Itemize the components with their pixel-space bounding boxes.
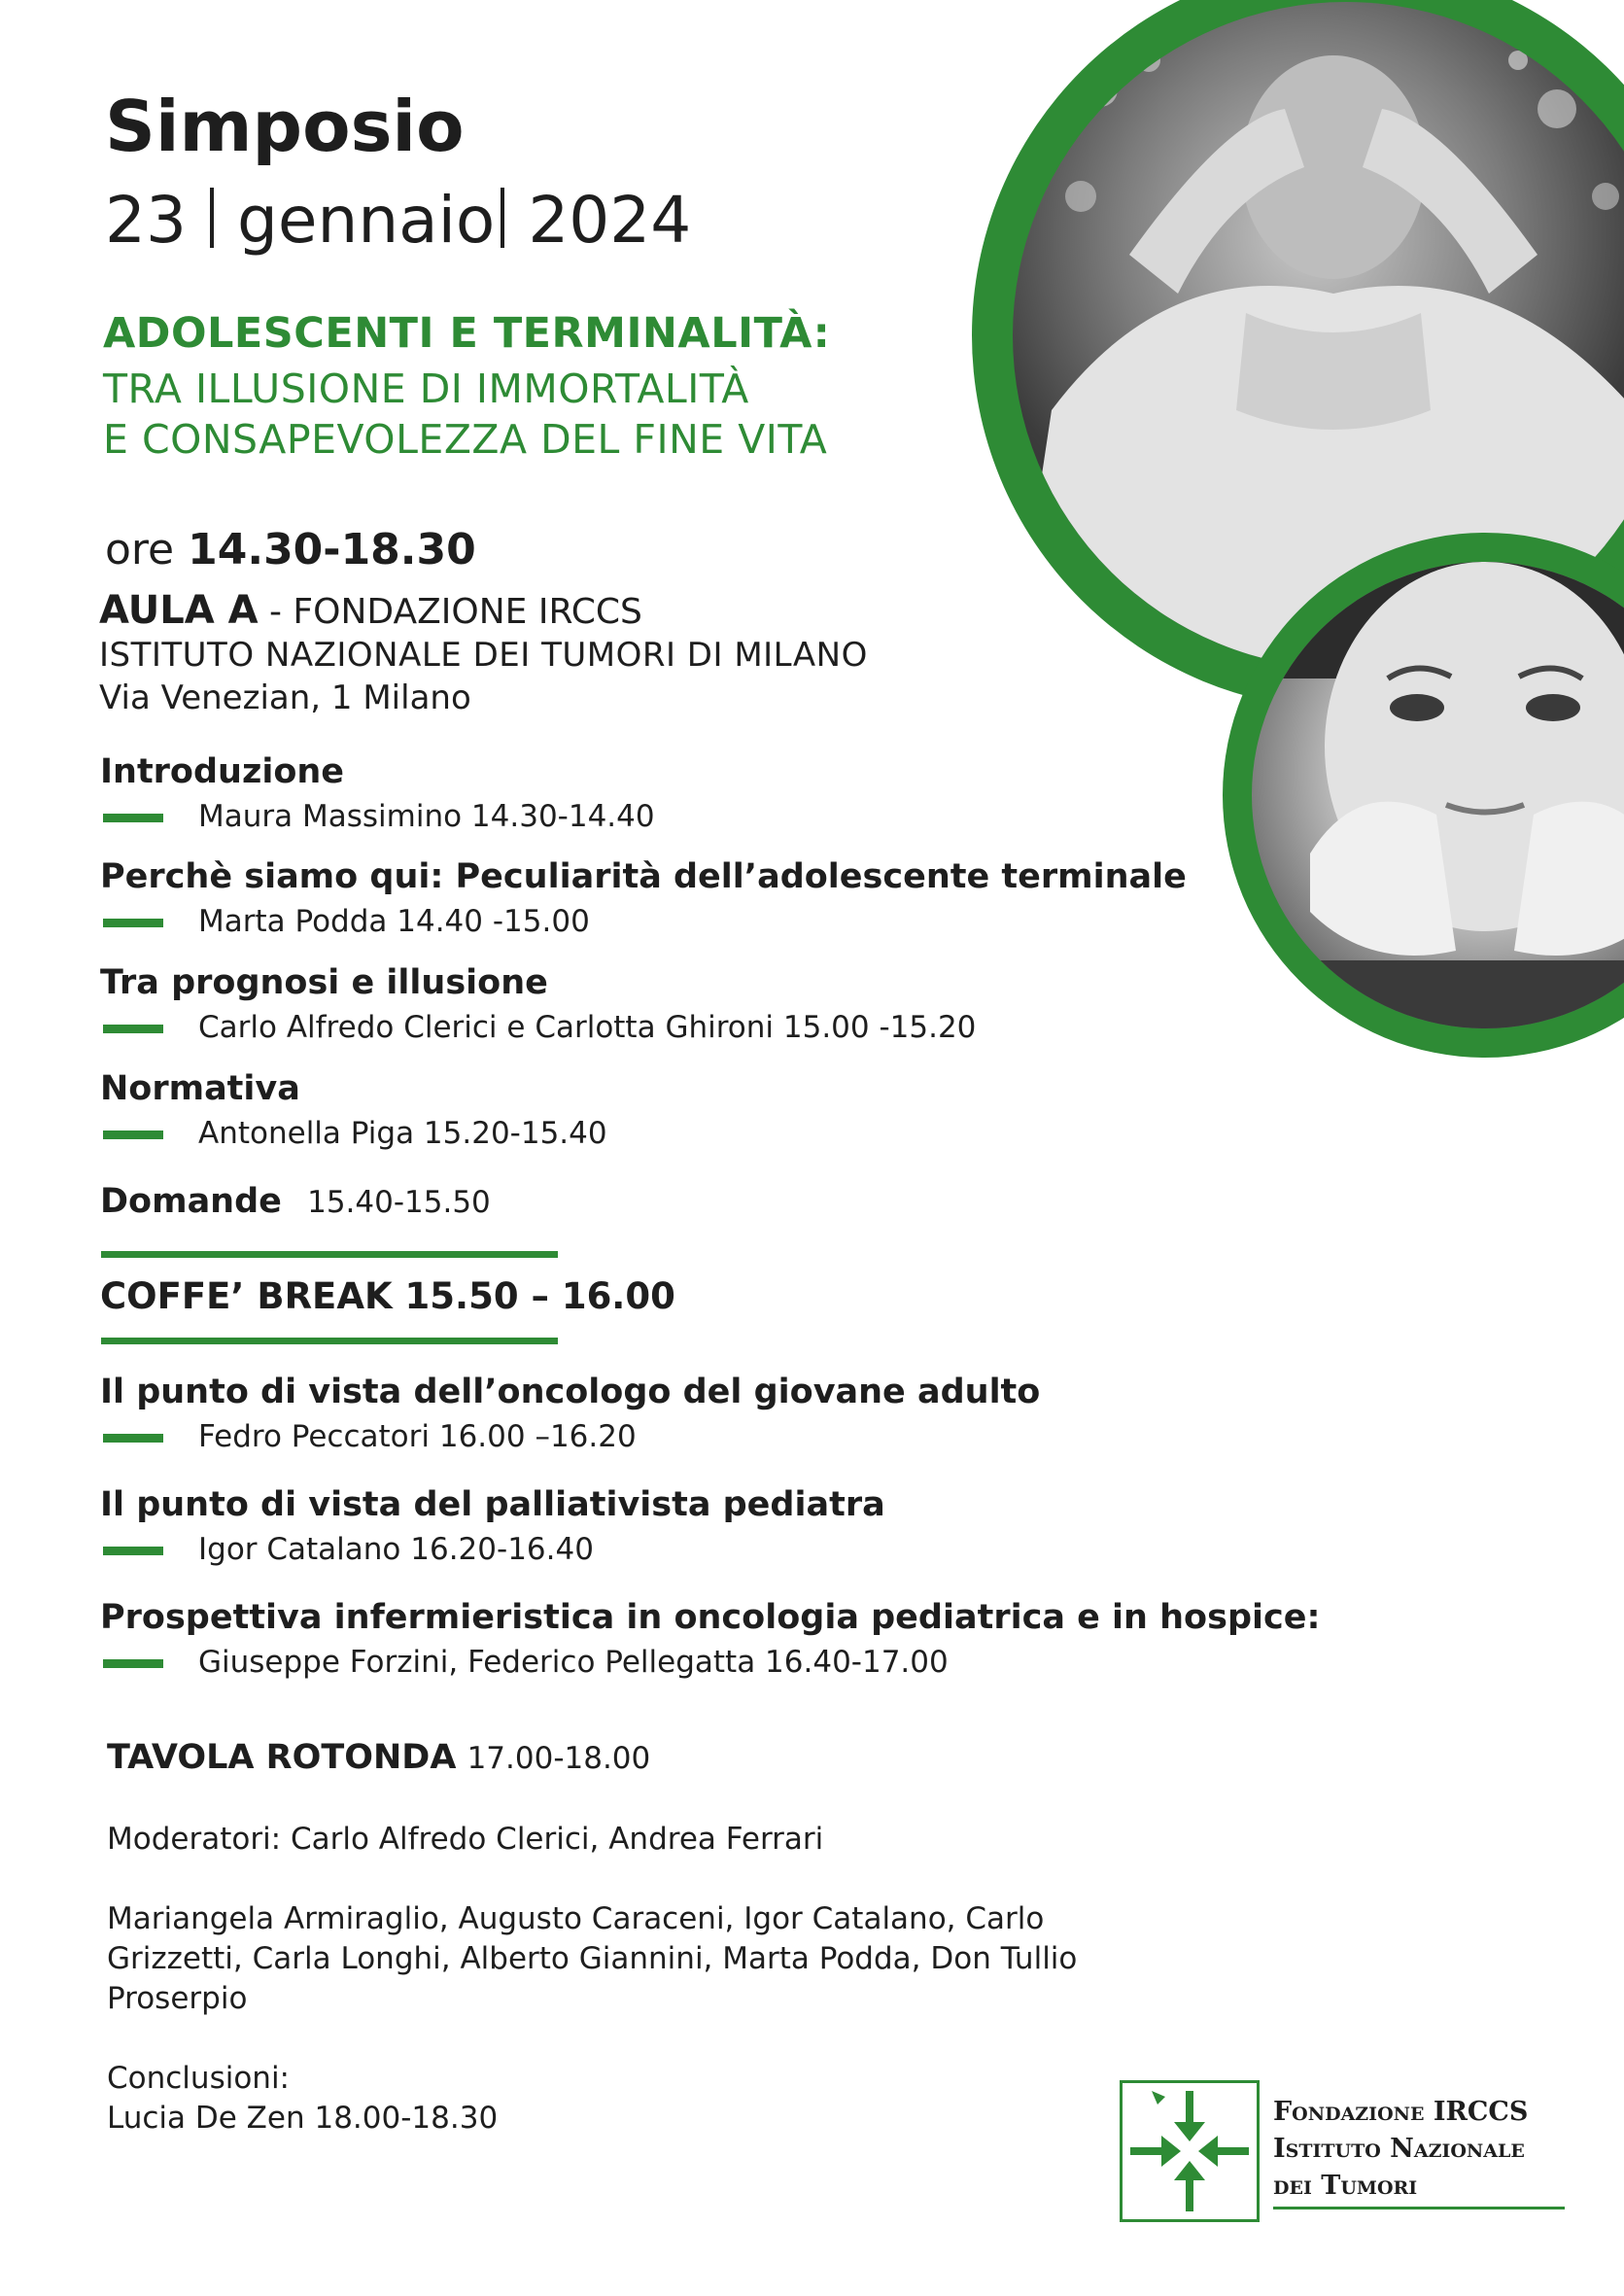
- institution-logo: [1120, 2080, 1567, 2220]
- conclusions-speaker: Lucia De Zen 18.00-18.30: [107, 2101, 499, 2136]
- program-item-title: Tra prognosi e illusione: [100, 963, 548, 1002]
- program-item-title: Normativa: [100, 1069, 300, 1108]
- questions-time: 15.40-15.50: [307, 1185, 491, 1220]
- event-type-title: Simposio: [105, 86, 465, 167]
- logo-line3: dei Tumori: [1273, 2171, 1418, 2201]
- program-item-speaker: Maura Massimino 14.30-14.40: [198, 799, 655, 834]
- portrait-photo-girl: [1252, 562, 1624, 1028]
- event-date: [105, 183, 691, 258]
- program-item-dash: [103, 1131, 163, 1139]
- topic-heading: ADOLESCENTI E TERMINALITÀ:: [103, 309, 831, 358]
- date-day: 23: [105, 183, 187, 258]
- program-item-speaker: Fedro Peccatori 16.00 –16.20: [198, 1419, 637, 1454]
- program-item-dash: [103, 1659, 163, 1668]
- round-table-participants-line1: Mariangela Armiraglio, Augusto Caraceni, Igor Catalano, Carlo: [107, 1901, 1045, 1936]
- logo-rule: [1273, 2207, 1565, 2209]
- program-item-dash: [103, 1434, 163, 1443]
- converging-arrows-icon: [1123, 2083, 1257, 2219]
- program-item-title: Perchè siamo qui: Peculiarità dell’adolescente terminale: [100, 857, 1187, 896]
- topic-subheading-line1: TRA ILLUSIONE DI IMMORTALITÀ: [103, 365, 749, 412]
- date-separator: [210, 188, 214, 248]
- program-item-dash: [103, 919, 163, 927]
- program-item-dash: [103, 814, 163, 822]
- program-item-title: Il punto di vista del palliativista pediatra: [100, 1485, 885, 1524]
- venue-line: [99, 588, 642, 633]
- portrait-photo-illustration: [1252, 562, 1624, 1028]
- program-item-dash: [103, 1025, 163, 1033]
- round-table-participants-line3: Proserpio: [107, 1981, 248, 2016]
- coffee-break-bottom-rule: [101, 1338, 558, 1344]
- date-month: gennaio: [236, 183, 496, 258]
- date-year: 2024: [528, 183, 692, 258]
- venue-institution: - FONDAZIONE IRCCS: [269, 592, 642, 632]
- round-table-heading: [107, 1738, 650, 1777]
- logo-line1: Fondazione IRCCS: [1273, 2097, 1529, 2127]
- program-item-speaker: Marta Podda 14.40 -15.00: [198, 904, 590, 939]
- conclusions-label: Conclusioni:: [107, 2061, 290, 2096]
- program-item-title: Il punto di vista dell’oncologo del giovane adulto: [100, 1373, 1041, 1411]
- time-range: 14.30-18.30: [188, 525, 476, 574]
- coffee-break: COFFE’ BREAK 15.50 – 16.00: [100, 1275, 675, 1317]
- logo-line2: Istituto Nazionale: [1273, 2134, 1525, 2164]
- program-item-speaker: Antonella Piga 15.20-15.40: [198, 1116, 607, 1151]
- round-table-time: 17.00-18.00: [466, 1741, 651, 1776]
- round-table-moderators: Moderatori: Carlo Alfredo Clerici, Andrea Ferrari: [107, 1822, 824, 1857]
- venue-room: AULA A: [99, 588, 259, 633]
- program-item-dash: [103, 1547, 163, 1555]
- program-item-title: Introduzione: [100, 752, 345, 791]
- venue-institution-name: ISTITUTO NAZIONALE DEI TUMORI DI MILANO: [99, 636, 868, 675]
- program-item-speaker: Carlo Alfredo Clerici e Carlotta Ghironi 15.00 -15.20: [198, 1010, 977, 1045]
- logo-wordmark: [1273, 2094, 1565, 2209]
- venue-address: Via Venezian, 1 Milano: [99, 678, 471, 717]
- program-item-speaker: Giuseppe Forzini, Federico Pellegatta 16.40-17.00: [198, 1645, 949, 1680]
- questions-label: Domande: [100, 1182, 282, 1221]
- topic-subheading-line2: E CONSAPEVOLEZZA DEL FINE VITA: [103, 416, 828, 463]
- event-time: [105, 525, 476, 574]
- program-item-title: Prospettiva infermieristica in oncologia pediatrica e in hospice:: [100, 1598, 1321, 1637]
- questions-session: [100, 1182, 491, 1221]
- date-separator: [501, 188, 504, 248]
- program-item-speaker: Igor Catalano 16.20-16.40: [198, 1532, 594, 1567]
- round-table-label: TAVOLA ROTONDA: [107, 1738, 457, 1777]
- time-prefix: ore: [105, 525, 175, 574]
- coffee-break-top-rule: [101, 1251, 558, 1258]
- logo-emblem: [1120, 2080, 1260, 2222]
- round-table-participants-line2: Grizzetti, Carla Longhi, Alberto Giannini, Marta Podda, Don Tullio: [107, 1941, 1078, 1976]
